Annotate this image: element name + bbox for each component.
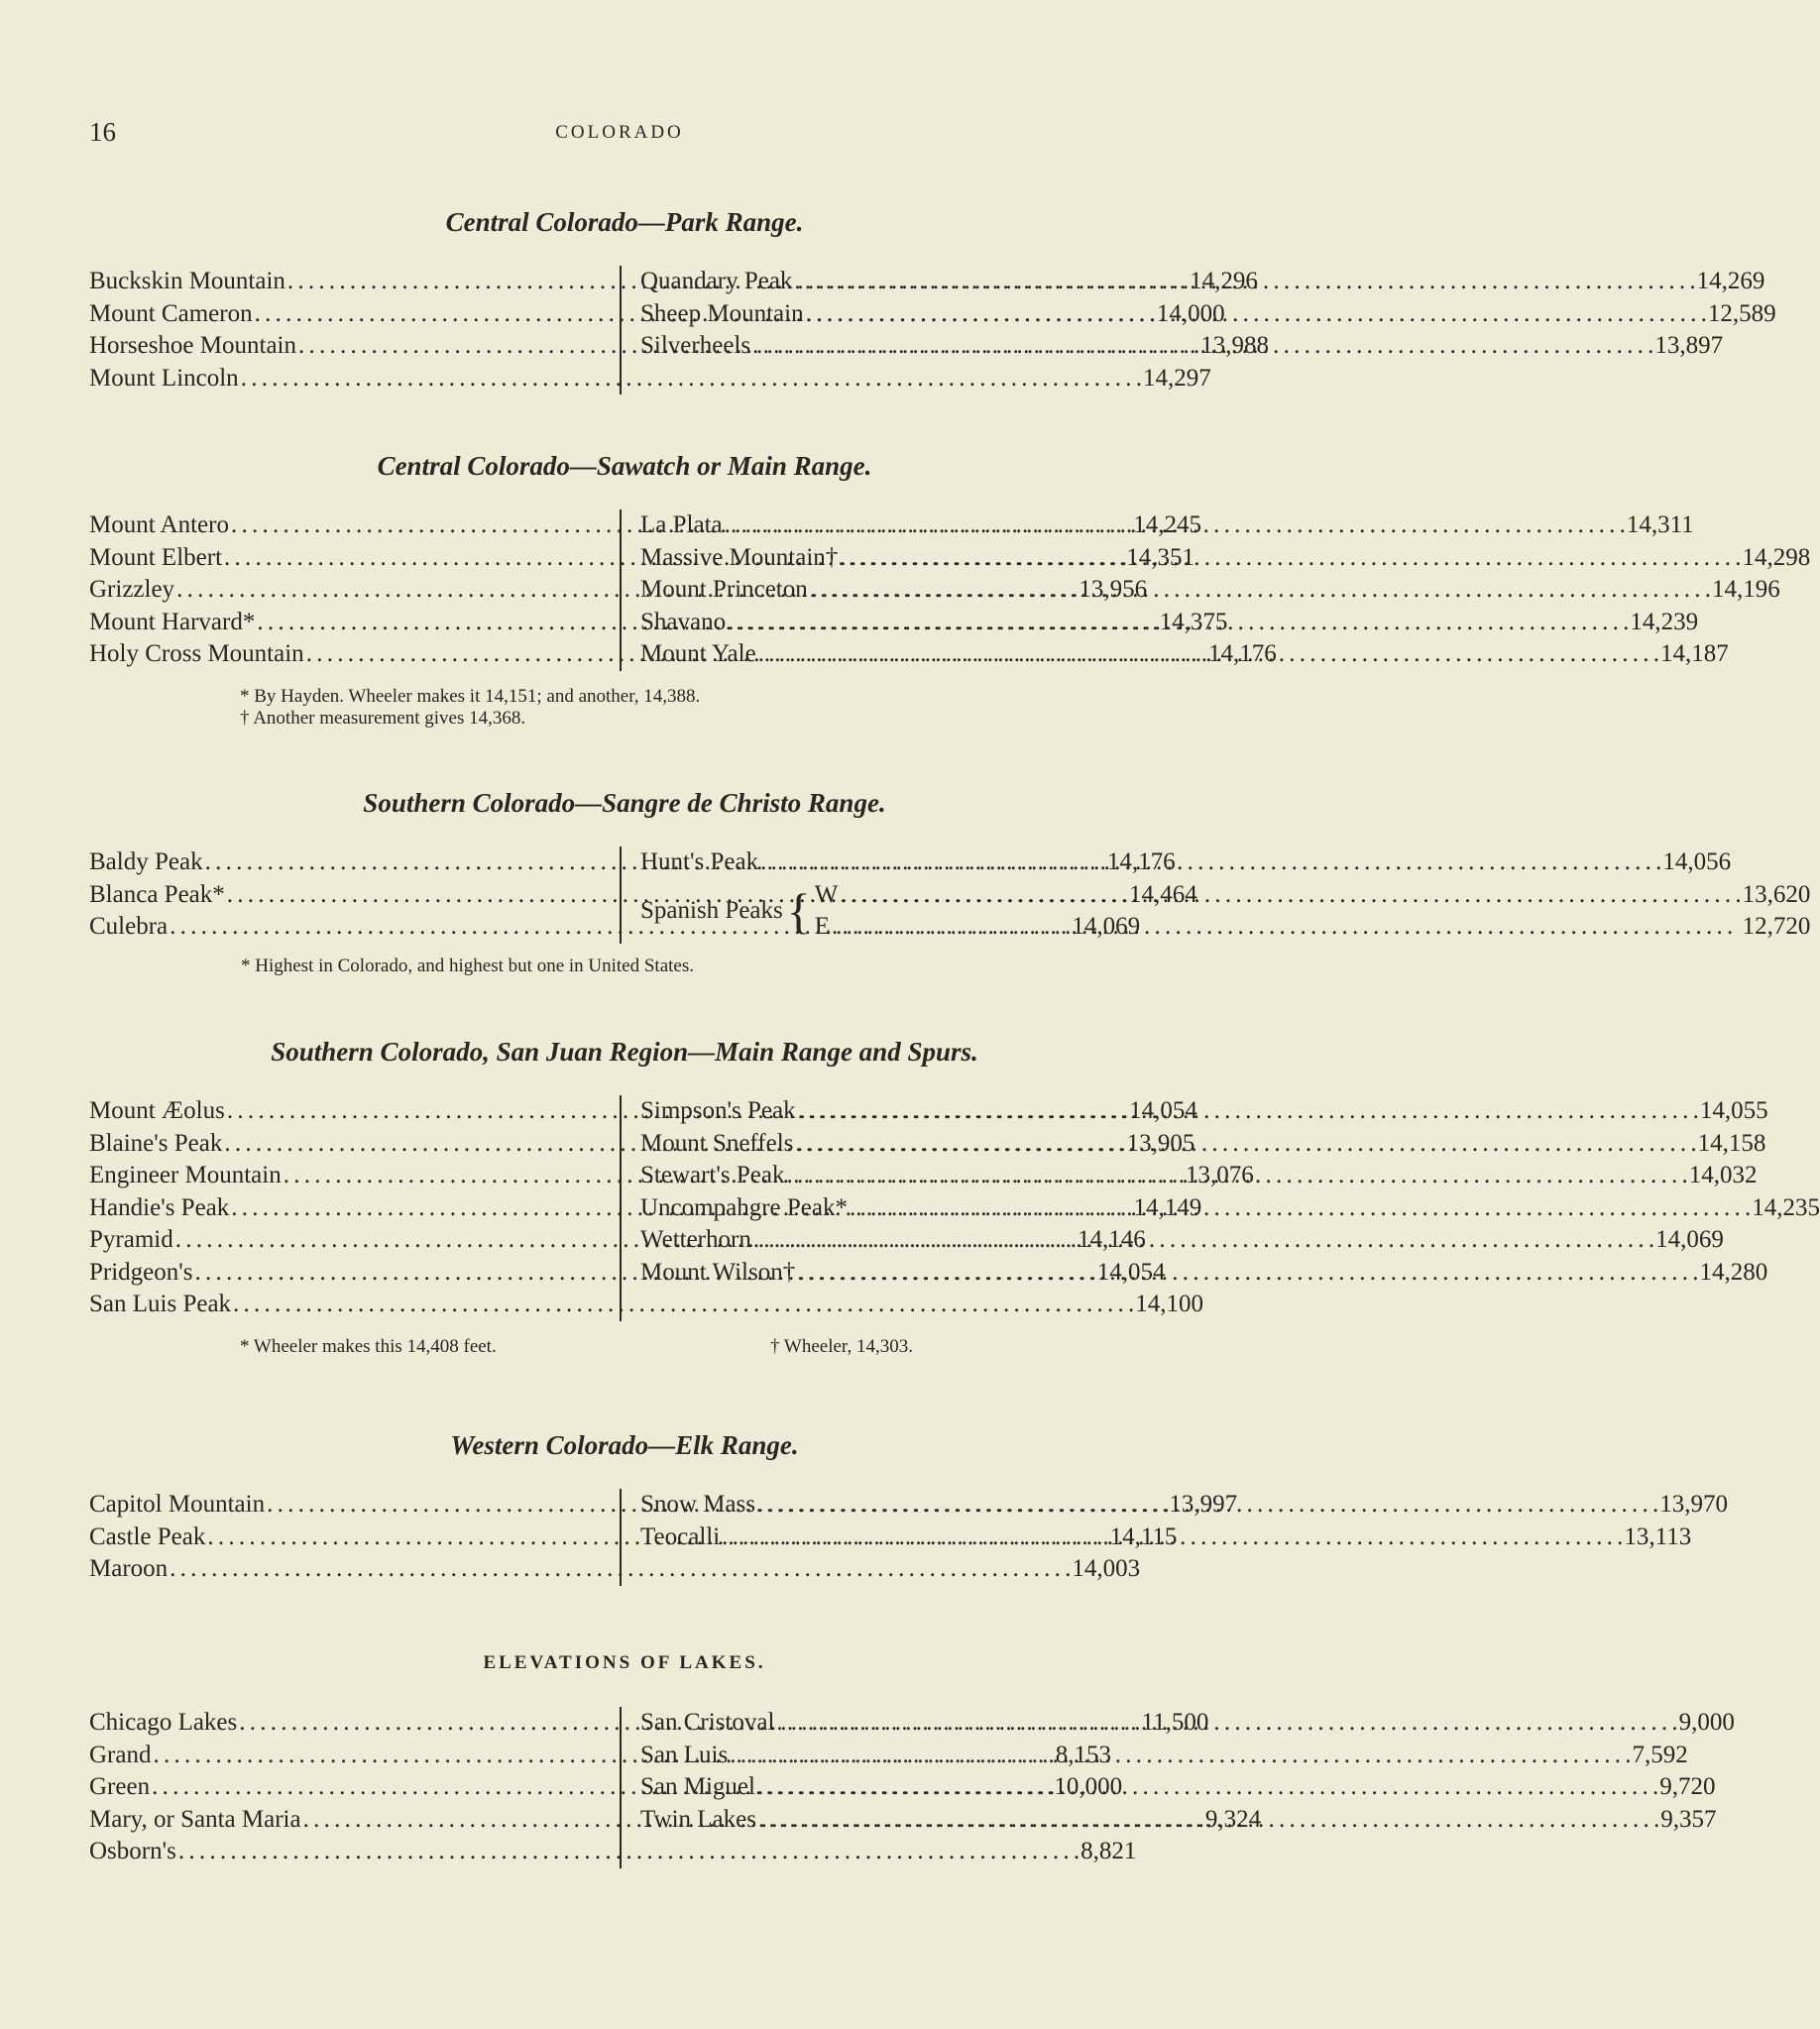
- entry-name: Pyramid: [89, 1226, 173, 1253]
- entry-elevation: 13,970: [1659, 1491, 1728, 1518]
- page-header: [89, 117, 1150, 147]
- entry-elevation: 14,069: [1072, 913, 1141, 940]
- entry-name: Mount Wilson†: [640, 1258, 796, 1286]
- section-title: Southern Colorado, San Juan Region—Main Range and Spurs.: [271, 1037, 978, 1067]
- entry-name: Stewart's Peak: [640, 1162, 785, 1188]
- entry-name: Silverheels: [640, 332, 751, 359]
- entry-name: Snow Mass: [640, 1491, 755, 1518]
- entry-elevation: 12,720: [1742, 913, 1811, 940]
- column-divider: [620, 1095, 622, 1321]
- entry-name: Blaine's Peak: [89, 1129, 223, 1157]
- footnotes: [241, 956, 694, 977]
- dot-leader: [751, 1224, 1655, 1257]
- entry-name: Holy Cross Mountain: [89, 640, 304, 667]
- entry-elevation: 14,158: [1697, 1129, 1766, 1157]
- table-row: [640, 574, 1780, 607]
- entry-elevation: 9,357: [1660, 1805, 1717, 1833]
- entry-elevation: 14,187: [1659, 640, 1729, 667]
- entry-name: Osborn's: [89, 1838, 176, 1864]
- section-park-range: [89, 204, 1776, 395]
- section-title: Southern Colorado—Sangre de Christo Range.: [363, 788, 886, 818]
- entry-name: Baldy Peak: [89, 848, 203, 875]
- table-row: [640, 1740, 1688, 1772]
- dot-leader: [231, 1289, 1135, 1321]
- entry-elevation: 14,069: [1655, 1226, 1724, 1253]
- entry-elevation: 14,296: [1190, 268, 1258, 294]
- column-divider: [620, 509, 622, 671]
- entry-name: Quandary Peak: [640, 268, 793, 294]
- entry-name: Massive Mountain†: [640, 543, 839, 571]
- column-divider: [620, 1489, 622, 1586]
- footnotes: [240, 686, 700, 730]
- entry-name: Chicago Lakes: [89, 1709, 238, 1736]
- dot-leader: [804, 298, 1708, 331]
- entry-elevation: 10,000: [1054, 1773, 1123, 1800]
- dot-leader: [755, 1489, 1659, 1522]
- entry-name: Engineer Mountain: [89, 1162, 282, 1188]
- entry-elevation: 12,589: [1707, 299, 1776, 327]
- dot-leader: [808, 574, 1712, 607]
- dot-leader: [758, 846, 1662, 879]
- section-title: Central Colorado—Park Range.: [445, 207, 804, 237]
- entry-elevation: 9,000: [1678, 1709, 1735, 1736]
- entry-elevation: 8,153: [1055, 1741, 1111, 1768]
- entry-name: Buckskin Mountain: [89, 268, 285, 294]
- entry-name: Shavano: [640, 608, 727, 635]
- entry-elevation: 8,821: [1081, 1838, 1137, 1864]
- dot-leader: [838, 542, 1742, 575]
- entry-elevation: 14,235: [1752, 1193, 1820, 1221]
- entry-name: San Luis: [640, 1741, 729, 1768]
- dot-leader: [838, 879, 1742, 912]
- entry-elevation: 14,176: [1207, 640, 1277, 667]
- entry-elevation: 13,997: [1169, 1491, 1238, 1518]
- section-sawatch-range: [89, 448, 1811, 729]
- dot-leader: [755, 1771, 1659, 1804]
- table-row: [815, 879, 1811, 912]
- entry-name: Mount Cameron: [89, 299, 253, 327]
- footnotes: [240, 1336, 1092, 1360]
- table-row: [640, 1522, 1692, 1554]
- entry-elevation: 14,351: [1126, 543, 1195, 571]
- section-title: Western Colorado—Elk Range.: [450, 1430, 799, 1460]
- entry-name: Horseshoe Mountain: [89, 332, 296, 359]
- entry-elevation: 14,056: [1662, 848, 1732, 875]
- entry-elevation: 9,324: [1204, 1805, 1262, 1833]
- entry-name: San Cristoval: [640, 1709, 775, 1736]
- column-divider: [620, 266, 622, 395]
- table-row: [640, 1224, 1724, 1257]
- entry-elevation: 14,055: [1699, 1097, 1768, 1124]
- dot-leader: [784, 1160, 1688, 1192]
- dot-leader: [848, 1192, 1752, 1225]
- footnote: † Another measurement gives 14,368.: [240, 708, 526, 729]
- entry-name: Grand: [89, 1741, 152, 1768]
- entry-elevation: 14,115: [1109, 1522, 1178, 1550]
- entry-name: Culebra: [89, 913, 169, 940]
- entry-elevation: 13,988: [1200, 332, 1269, 359]
- page-number: 16: [89, 117, 116, 147]
- entry-name: Castle Peak: [89, 1522, 206, 1550]
- dot-leader: [176, 1836, 1081, 1868]
- table-row: [640, 1771, 1716, 1804]
- entry-elevation: 14,196: [1712, 576, 1780, 603]
- entry-name: Mary, or Santa Maria: [89, 1805, 301, 1833]
- entry-elevation: 14,149: [1133, 1193, 1202, 1221]
- entry-elevation: 13,956: [1079, 576, 1148, 603]
- entry-name: San Miguel: [640, 1773, 755, 1800]
- entry-elevation: 14,176: [1106, 848, 1176, 875]
- running-head: COLORADO: [555, 122, 684, 143]
- brace: {: [786, 883, 811, 939]
- section-san-juan-region: [89, 1034, 1820, 1357]
- footnote: * By Hayden. Wheeler makes it 14,151; and another, 14,388.: [240, 686, 701, 707]
- entry-name: Mount Antero: [89, 511, 229, 538]
- table-row: [89, 1553, 1141, 1586]
- entry-elevation: 14,297: [1142, 364, 1211, 392]
- table-row: [815, 911, 1811, 944]
- entry-elevation: 13,076: [1185, 1162, 1254, 1188]
- table-row: [89, 363, 1211, 395]
- entry-elevation: 13,113: [1624, 1522, 1692, 1550]
- entry-elevation: 14,269: [1696, 268, 1765, 294]
- dot-leader: [720, 1522, 1624, 1554]
- section-title: Central Colorado—Sawatch or Main Range.: [377, 451, 872, 481]
- section-elk-range: [89, 1427, 1728, 1586]
- entry-name: Capitol Mountain: [89, 1491, 266, 1518]
- entry-name: Mount Elbert: [89, 543, 223, 571]
- entry-name: Handie's Peak: [89, 1193, 230, 1221]
- section-title: ELEVATIONS OF LAKES.: [483, 1652, 766, 1673]
- section-lake-elevations: [89, 1645, 1735, 1868]
- dot-leader: [723, 509, 1627, 542]
- entry-elevation: 14,000: [1156, 299, 1225, 327]
- dot-leader: [830, 911, 1743, 944]
- spanish-peaks-name: Spanish Peaks: [640, 897, 783, 924]
- entry-name: Mount Æolus: [89, 1097, 225, 1124]
- entry-name: Mount Princeton: [640, 576, 808, 603]
- entry-elevation: 14,280: [1699, 1258, 1768, 1286]
- column-divider: [620, 1707, 622, 1868]
- entry-name: Hunt's Peak: [640, 848, 759, 875]
- column-divider: [620, 846, 622, 944]
- entry-elevation: 14,311: [1626, 511, 1694, 538]
- entry-name: Mount Yale: [640, 640, 756, 667]
- dot-leader: [774, 1707, 1678, 1740]
- entry-elevation: 14,298: [1742, 543, 1811, 571]
- dot-leader: [239, 363, 1143, 395]
- section-sangre-de-christo-range: [89, 785, 1811, 976]
- dot-leader: [756, 1804, 1660, 1837]
- entry-elevation: 7,592: [1632, 1741, 1688, 1768]
- entry-name: Pridgeon's: [89, 1258, 193, 1286]
- entry-name: Wetterhorn: [640, 1226, 751, 1253]
- entry-name: Uncompahgre Peak*: [640, 1193, 848, 1221]
- entry-elevation: 14,054: [1096, 1258, 1166, 1286]
- entry-elevation: 13,897: [1654, 332, 1724, 359]
- entry-name: Teocalli: [640, 1522, 721, 1550]
- entry-elevation: 13,905: [1126, 1129, 1195, 1157]
- dot-leader: [756, 638, 1660, 671]
- dot-leader: [796, 1095, 1700, 1128]
- entry-name: Maroon: [89, 1555, 169, 1582]
- footnote: * Highest in Colorado, and highest but one in United States.: [241, 956, 695, 976]
- entry-elevation: 14,146: [1077, 1226, 1146, 1253]
- footnote: † Wheeler, 14,303.: [770, 1336, 913, 1357]
- dot-leader: [795, 1257, 1699, 1290]
- entry-name: E: [814, 913, 831, 940]
- table-row: [89, 1289, 1204, 1321]
- entry-name: San Luis Peak: [89, 1291, 232, 1317]
- entry-elevation: 14,003: [1072, 1555, 1141, 1582]
- dot-leader: [792, 266, 1696, 298]
- dot-leader: [750, 330, 1654, 363]
- entry-elevation: 14,100: [1135, 1291, 1204, 1317]
- entry-name: W: [814, 880, 839, 908]
- entry-name: Mount Lincoln: [89, 364, 239, 392]
- entry-name: Mount Harvard*: [89, 608, 256, 635]
- entry-name: Twin Lakes: [640, 1805, 756, 1833]
- entry-elevation: 9,720: [1659, 1773, 1716, 1800]
- dot-leader: [793, 1128, 1697, 1161]
- entry-elevation: 13,620: [1742, 880, 1811, 908]
- entry-elevation: 14,032: [1688, 1162, 1758, 1188]
- dot-leader: [726, 607, 1630, 639]
- entry-name: Simpson's Peak: [640, 1097, 796, 1124]
- entry-name: Blanca Peak*: [89, 880, 225, 908]
- entry-name: Grizzley: [89, 576, 175, 603]
- entry-name: Sheep Mountain: [640, 299, 804, 327]
- entry-name: La Plata: [640, 511, 723, 538]
- entry-elevation: 14,239: [1630, 608, 1699, 635]
- table-row: [640, 846, 1732, 879]
- entry-name: Green: [89, 1773, 151, 1800]
- entry-elevation: 14,245: [1133, 511, 1201, 538]
- entry-elevation: 14,054: [1129, 1097, 1197, 1124]
- entry-elevation: 11,500: [1141, 1709, 1209, 1736]
- footnote: * Wheeler makes this 14,408 feet.: [240, 1336, 497, 1357]
- dot-leader: [728, 1740, 1632, 1772]
- entry-elevation: 14,464: [1129, 880, 1197, 908]
- table-row: [89, 1836, 1137, 1868]
- table-row: [89, 911, 1141, 944]
- table-row: [640, 1257, 1768, 1290]
- entry-elevation: 14,375: [1159, 608, 1228, 635]
- entry-name: Mount Sneffels: [640, 1129, 794, 1157]
